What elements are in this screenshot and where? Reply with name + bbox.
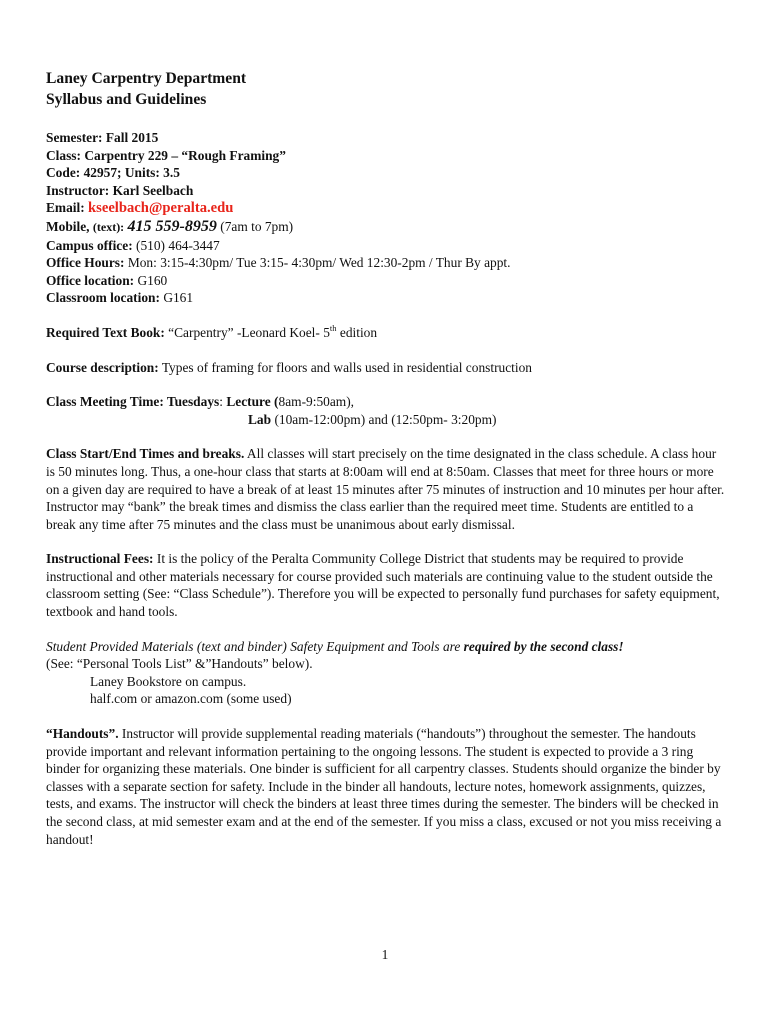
fees-text: It is the policy of the Peralta Community College District that students may be required to provide instructional and other materials necessary for course provided such materials are continuing value to the student outside the classroom setting (See: “Class Schedule”). Therefore you will be expected to personally fund purchases for safety equipment, textbook and hand tools. [46, 551, 720, 620]
course-description-paragraph [46, 359, 726, 377]
materials-line [46, 638, 726, 656]
campus-office-value: (510) 464-3447 [136, 237, 220, 253]
lab-line [46, 411, 726, 429]
office-location-row [46, 272, 726, 290]
materials-block [46, 638, 726, 708]
mobile-sub-label: (text): [92, 219, 125, 234]
materials-see-line: (See: “Personal Tools List” &”Handouts” below). [46, 656, 313, 672]
textbook-value: “Carpentry” -Leonard Koel- 5 [168, 324, 330, 340]
mobile-row [46, 218, 726, 237]
meeting-time-line [46, 393, 726, 411]
class-label: Class: [46, 147, 81, 163]
office-hours-label: Office Hours: [46, 255, 125, 271]
edition-suffix: edition [336, 324, 378, 340]
course-info-block [46, 129, 726, 307]
start-end-text: All classes will start precisely on the time designated in the class schedule. A class hour is 50 minutes long. Thus, a one-hour class that starts at 8:00am will end at 8:50am. Classes that meet for three hours or more on a given day are required to have a break of at least 15 minutes after 75 minutes of instruction and 10 minutes per hour after. Instructor may “bank” the break times and dismiss the class earlier than the required meet time. Students are entitled to a break any time after 75 minutes and the class must be unanimous about early dismissal. [46, 446, 725, 532]
lecture-label: Lecture ( [226, 394, 279, 410]
office-hours-row [46, 254, 726, 272]
materials-source-bookstore: Laney Bookstore on campus. [90, 673, 247, 689]
email-link[interactable]: kseelbach@peralta.edu [88, 200, 234, 217]
meeting-time-block [46, 393, 726, 428]
semester-row [46, 129, 726, 147]
email-row [46, 199, 726, 218]
units-text: Units: 3.5 [124, 165, 180, 181]
lab-time: (10am-12:00pm) and (12:50pm- 3:20pm) [274, 411, 497, 427]
instructional-fees-paragraph [46, 550, 726, 620]
start-end-times-paragraph [46, 445, 726, 533]
classroom-location-label: Classroom location: [46, 290, 160, 306]
campus-office-label: Campus office: [46, 237, 133, 253]
instructor-row [46, 182, 726, 200]
campus-office-row [46, 237, 726, 255]
office-location-label: Office location: [46, 272, 135, 288]
mobile-hours: (7am to 7pm) [220, 218, 294, 234]
page-number: 1 [381, 947, 389, 962]
instructor-label: Instructor: [46, 182, 110, 198]
meeting-time-colon: : [219, 394, 223, 410]
mobile-number: 415 559-8959 [127, 217, 217, 235]
semester-value: Fall 2015 [105, 130, 159, 145]
start-end-label: Class Start/End Times and breaks. [46, 446, 245, 462]
code-text: Code: 42957; [46, 165, 122, 181]
handouts-text: Instructor will provide supplemental reading materials (“handouts”) throughout the semester. The handouts provide important and relevant information pertaining to the ongoing lessons. The student is expected to provide a 3 ring binder for organizing these materials. One binder is sufficient for all carpentry classes. Students should organize the binder by classes with a separate section for safety. Include in the binder all handouts, lecture notes, homework assignments, quizzes, tests, and exams. The instructor will check the binders at least three times during the semester. The binders will be checked in the second class, at mid semester exam and at the end of the semester. If you miss a class, excused or not you miss receiving a handout! [46, 726, 722, 847]
office-location-value: G160 [137, 272, 168, 288]
textbook-paragraph [46, 324, 726, 342]
meeting-time-label: Class Meeting Time: Tuesdays [46, 394, 220, 410]
classroom-location-row [46, 289, 726, 307]
course-description-label: Course description: [46, 359, 159, 375]
course-description-value: Types of framing for floors and walls used in residential construction [161, 359, 533, 375]
lecture-time: 8am-9:50am), [278, 394, 355, 410]
email-label: Email: [46, 200, 85, 216]
classroom-location-value: G161 [163, 290, 194, 306]
materials-source-online: half.com or amazon.com (some used) [90, 691, 292, 707]
textbook-label: Required Text Book: [46, 324, 165, 340]
department-title: Laney Carpentry Department [46, 70, 247, 87]
fees-label: Instructional Fees: [46, 551, 154, 567]
mobile-label: Mobile, [46, 218, 90, 234]
syllabus-title: Syllabus and Guidelines [46, 90, 207, 108]
semester-label: Semester: [46, 130, 103, 145]
handouts-paragraph [46, 725, 726, 848]
class-value: Carpentry 229 – “Rough Framing” [84, 147, 286, 163]
instructor-value: Karl Seelbach [112, 182, 194, 198]
lab-label: Lab [248, 411, 272, 427]
document-body [46, 69, 726, 848]
edition-superscript: th [329, 322, 337, 333]
materials-italic-text: Student Provided Materials (text and binder) Safety Equipment and Tools are [46, 638, 461, 654]
class-row [46, 147, 726, 165]
office-hours-value: Mon: 3:15-4:30pm/ Tue 3:15- 4:30pm/ Wed 12:30-2pm / Thur By appt. [127, 255, 511, 271]
materials-required-text: required by the second class! [463, 638, 624, 654]
code-units-row [46, 164, 726, 182]
handouts-label: “Handouts”. [46, 726, 119, 742]
